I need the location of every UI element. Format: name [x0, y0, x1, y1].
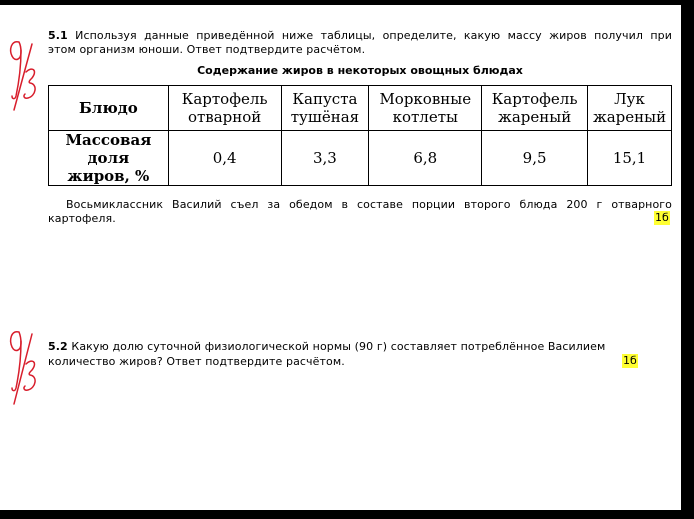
condition-line2: картофеля.	[48, 212, 116, 225]
fat-value-cell: 9,5	[482, 131, 588, 186]
fat-value-cell: 3,3	[281, 131, 369, 186]
fat-value-cell: 0,4	[168, 131, 281, 186]
handwritten-grade-mark-2	[2, 326, 42, 412]
task2-text-line2: количество жиров? Ответ подтвердите расчётом.	[48, 355, 345, 368]
task2-number: 5.2	[48, 340, 68, 353]
task1-line1	[48, 28, 672, 43]
task1-number: 5.1	[48, 29, 68, 42]
dish-header: Картофель отварной	[168, 86, 281, 131]
score-badge-1: 1б	[655, 211, 669, 224]
task1-text-line2: этом организм юноши. Ответ подтвердите расчётом.	[48, 43, 366, 56]
fat-content-table	[48, 85, 672, 186]
header-dish-label: Блюдо	[49, 86, 169, 131]
handwritten-grade-mark-1	[2, 36, 42, 116]
dish-header: Морковные котлеты	[369, 86, 482, 131]
table-value-row	[49, 131, 672, 186]
table-title: Содержание жиров в некоторых овощных блюдах	[197, 64, 523, 77]
score-badge-2: 1б	[623, 354, 637, 367]
top-border	[0, 0, 694, 5]
dish-header: Капуста тушёная	[281, 86, 369, 131]
row-fat-label: Массовая доля жиров, %	[49, 131, 169, 186]
fat-value-cell: 15,1	[588, 131, 672, 186]
task2-text-line1: Какую долю суточной физиологической нормы (90 г) составляет потреблённое Василием	[71, 340, 606, 353]
dish-header: Картофель жареный	[482, 86, 588, 131]
condition-line1: Восьмиклассник Василий съел за обедом в составе порции второго блюда 200 г отварного	[66, 198, 672, 211]
dish-header: Лук жареный	[588, 86, 672, 131]
task1-text-line1: Используя данные приведённой ниже таблицы, определите, какую массу жиров получил при	[75, 29, 672, 42]
fat-value-cell: 6,8	[369, 131, 482, 186]
task2-line1	[48, 339, 605, 354]
table-header-row	[49, 86, 672, 131]
